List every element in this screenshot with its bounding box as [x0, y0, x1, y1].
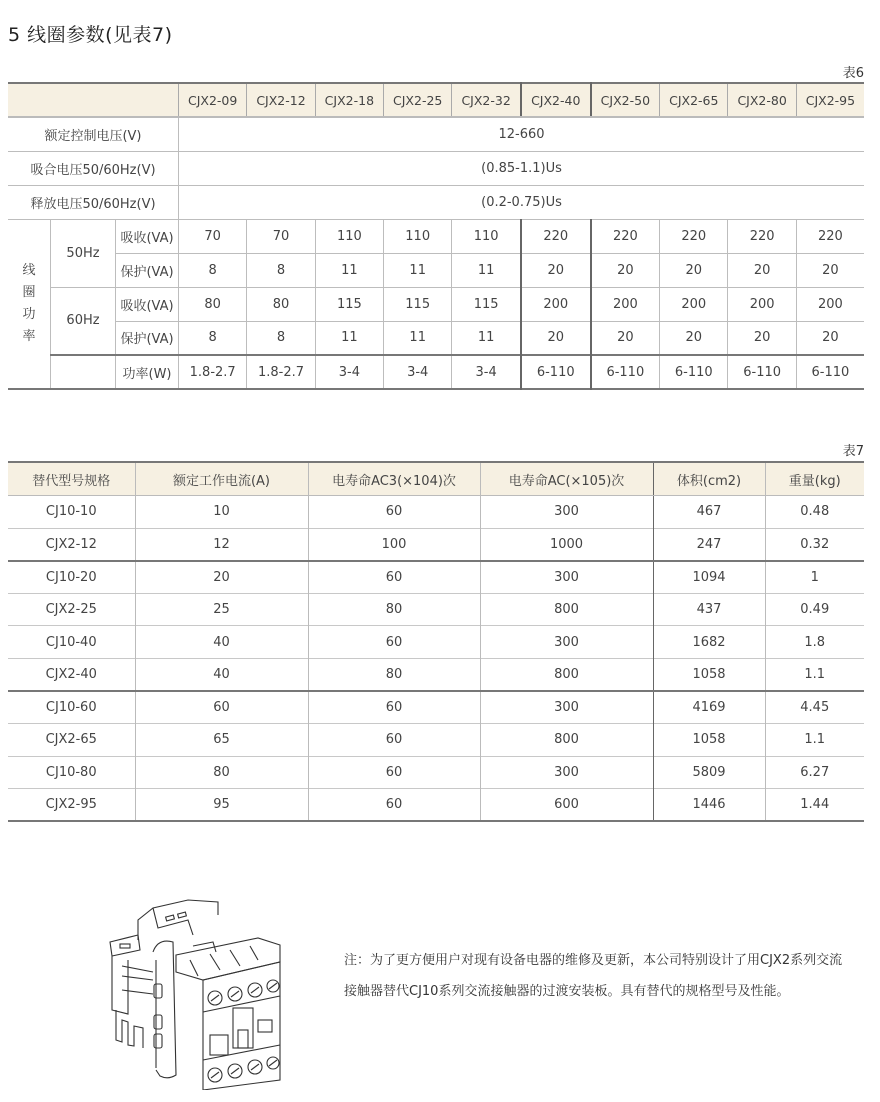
value-cell: 115	[452, 287, 521, 321]
value-cell: 8	[179, 321, 247, 355]
pickup-voltage-row	[8, 151, 864, 185]
value-cell: 0.49	[765, 593, 864, 626]
column-header: 电寿命AC(×105)次	[480, 462, 653, 496]
value-cell: 11	[384, 253, 452, 287]
row-label: 吸合电压50/60Hz(V)	[8, 151, 179, 185]
row-value: 12-660	[179, 117, 865, 151]
value-cell: 1.1	[765, 724, 864, 757]
value-cell: 70	[179, 219, 247, 253]
value-cell: 11	[452, 321, 521, 355]
value-cell: 220	[521, 219, 591, 253]
value-cell: 6-110	[796, 355, 864, 389]
value-cell: 70	[247, 219, 315, 253]
model-cell: CJX2-25	[8, 593, 135, 626]
value-cell: 8	[247, 321, 315, 355]
value-cell: 200	[728, 287, 796, 321]
replacement-models-table	[8, 461, 864, 822]
section-title: 5 线圈参数(见表7)	[8, 24, 173, 46]
value-cell: 3-4	[452, 355, 521, 389]
table7-caption: 表7	[842, 444, 864, 459]
group-char: 线	[22, 262, 36, 278]
value-cell: 110	[452, 219, 521, 253]
table-row	[8, 756, 864, 789]
group-char: 功	[22, 306, 36, 322]
value-cell: 6.27	[765, 756, 864, 789]
value-cell: 1.8	[765, 626, 864, 659]
table7-header-row	[8, 462, 864, 496]
value-cell: 220	[796, 219, 864, 253]
value-cell: 115	[384, 287, 452, 321]
model-cell: CJX2-12	[8, 528, 135, 561]
hz60-label: 60Hz	[51, 287, 116, 355]
value-cell: 300	[480, 626, 653, 659]
value-cell: 200	[660, 287, 728, 321]
value-cell: 20	[135, 561, 308, 594]
value-cell: 220	[591, 219, 660, 253]
table6-caption: 表6	[842, 66, 864, 81]
row-value: (0.2-0.75)Us	[179, 185, 865, 219]
model-header: CJX2-25	[384, 83, 452, 117]
value-cell: 0.32	[765, 528, 864, 561]
value-cell: 3-4	[384, 355, 452, 389]
table-row	[8, 496, 864, 529]
value-cell: 20	[796, 253, 864, 287]
value-cell: 1.8-2.7	[179, 355, 247, 389]
value-cell: 115	[315, 287, 383, 321]
coil-parameters-table	[8, 82, 864, 390]
value-cell: 1.44	[765, 789, 864, 822]
value-cell: 467	[653, 496, 765, 529]
model-header: CJX2-40	[521, 83, 591, 117]
model-cell: CJ10-40	[8, 626, 135, 659]
model-cell: CJX2-95	[8, 789, 135, 822]
model-cell: CJ10-10	[8, 496, 135, 529]
sub-label: 保护(VA)	[116, 321, 179, 355]
row-label: 释放电压50/60Hz(V)	[8, 185, 179, 219]
value-cell: 80	[179, 287, 247, 321]
value-cell: 60	[308, 561, 480, 594]
value-cell: 60	[308, 626, 480, 659]
value-cell: 1.8-2.7	[247, 355, 315, 389]
value-cell: 1.1	[765, 658, 864, 691]
value-cell: 60	[308, 789, 480, 822]
value-cell: 11	[315, 321, 383, 355]
value-cell: 3-4	[315, 355, 383, 389]
value-cell: 20	[660, 321, 728, 355]
value-cell: 4169	[653, 691, 765, 724]
table-row	[8, 528, 864, 561]
value-cell: 200	[796, 287, 864, 321]
table-row	[8, 658, 864, 691]
value-cell: 6-110	[591, 355, 660, 389]
value-cell: 12	[135, 528, 308, 561]
value-cell: 80	[308, 658, 480, 691]
value-cell: 6-110	[728, 355, 796, 389]
model-cell: CJ10-60	[8, 691, 135, 724]
hz60-protect-row	[8, 321, 864, 355]
value-cell: 20	[591, 321, 660, 355]
model-cell: CJX2-65	[8, 724, 135, 757]
model-header: CJX2-95	[796, 83, 864, 117]
value-cell: 20	[521, 321, 591, 355]
column-header: 替代型号规格	[8, 462, 135, 496]
value-cell: 600	[480, 789, 653, 822]
value-cell: 300	[480, 561, 653, 594]
release-voltage-row	[8, 185, 864, 219]
value-cell: 1058	[653, 658, 765, 691]
hz60-absorb-row	[8, 287, 864, 321]
value-cell: 40	[135, 658, 308, 691]
power-row	[8, 355, 864, 389]
value-cell: 6-110	[660, 355, 728, 389]
value-cell: 110	[315, 219, 383, 253]
value-cell: 1058	[653, 724, 765, 757]
column-header: 电寿命AC3(×104)次	[308, 462, 480, 496]
model-header: CJX2-09	[179, 83, 247, 117]
note-text: 注：为了更方便用户对现有设备电器的维修及更新，本公司特别设计了用CJX2系列交流接触器替代CJ10系列交流接触器的过渡安装板。具有替代的规格型号及性能。	[344, 953, 843, 999]
value-cell: 100	[308, 528, 480, 561]
table-row	[8, 691, 864, 724]
value-cell: 6-110	[521, 355, 591, 389]
value-cell: 65	[135, 724, 308, 757]
coil-power-group-label	[8, 219, 51, 389]
value-cell: 11	[315, 253, 383, 287]
value-cell: 800	[480, 593, 653, 626]
model-header: CJX2-50	[591, 83, 660, 117]
value-cell: 20	[591, 253, 660, 287]
value-cell: 220	[660, 219, 728, 253]
hz50-protect-row	[8, 253, 864, 287]
value-cell: 11	[384, 321, 452, 355]
sub-label: 吸收(VA)	[116, 287, 179, 321]
rated-control-voltage-row	[8, 117, 864, 151]
model-header: CJX2-65	[660, 83, 728, 117]
model-header: CJX2-80	[728, 83, 796, 117]
value-cell: 60	[308, 496, 480, 529]
value-cell: 5809	[653, 756, 765, 789]
value-cell: 20	[728, 253, 796, 287]
table6-header-row	[8, 83, 864, 117]
row-label: 额定控制电压(V)	[8, 117, 179, 151]
sub-label: 保护(VA)	[116, 253, 179, 287]
value-cell: 200	[591, 287, 660, 321]
value-cell: 300	[480, 691, 653, 724]
value-cell: 247	[653, 528, 765, 561]
sub-label: 吸收(VA)	[116, 219, 179, 253]
value-cell: 95	[135, 789, 308, 822]
header-blank-cell	[8, 83, 179, 117]
value-cell: 20	[521, 253, 591, 287]
table-row	[8, 593, 864, 626]
value-cell: 60	[308, 756, 480, 789]
value-cell: 800	[480, 658, 653, 691]
model-cell: CJX2-40	[8, 658, 135, 691]
value-cell: 220	[728, 219, 796, 253]
value-cell: 300	[480, 756, 653, 789]
value-cell: 20	[660, 253, 728, 287]
value-cell: 60	[308, 691, 480, 724]
value-cell: 11	[452, 253, 521, 287]
value-cell: 10	[135, 496, 308, 529]
group-char: 率	[22, 328, 36, 344]
sub-label: 功率(W)	[116, 355, 179, 389]
table-row	[8, 724, 864, 757]
group-char: 圈	[22, 284, 36, 300]
value-cell: 1000	[480, 528, 653, 561]
value-cell: 8	[247, 253, 315, 287]
table-row	[8, 561, 864, 594]
value-cell: 80	[308, 593, 480, 626]
model-cell: CJ10-80	[8, 756, 135, 789]
model-cell: CJ10-20	[8, 561, 135, 594]
value-cell: 25	[135, 593, 308, 626]
contactor-illustration-icon	[98, 880, 298, 1090]
value-cell: 8	[179, 253, 247, 287]
column-header: 体积(cm2)	[653, 462, 765, 496]
value-cell: 300	[480, 496, 653, 529]
table-row	[8, 626, 864, 659]
column-header: 重量(kg)	[765, 462, 864, 496]
model-header: CJX2-12	[247, 83, 315, 117]
value-cell: 1682	[653, 626, 765, 659]
value-cell: 60	[308, 724, 480, 757]
value-cell: 800	[480, 724, 653, 757]
value-cell: 1094	[653, 561, 765, 594]
value-cell: 0.48	[765, 496, 864, 529]
value-cell: 20	[796, 321, 864, 355]
blank-cell	[51, 355, 116, 389]
value-cell: 1446	[653, 789, 765, 822]
value-cell: 20	[728, 321, 796, 355]
row-value: (0.85-1.1)Us	[179, 151, 865, 185]
value-cell: 80	[247, 287, 315, 321]
value-cell: 4.45	[765, 691, 864, 724]
value-cell: 437	[653, 593, 765, 626]
value-cell: 200	[521, 287, 591, 321]
hz50-absorb-row	[8, 219, 864, 253]
value-cell: 40	[135, 626, 308, 659]
value-cell: 80	[135, 756, 308, 789]
model-header: CJX2-18	[315, 83, 383, 117]
value-cell: 110	[384, 219, 452, 253]
table-row	[8, 789, 864, 822]
hz50-label: 50Hz	[51, 219, 116, 287]
model-header: CJX2-32	[452, 83, 521, 117]
value-cell: 1	[765, 561, 864, 594]
column-header: 额定工作电流(A)	[135, 462, 308, 496]
value-cell: 60	[135, 691, 308, 724]
